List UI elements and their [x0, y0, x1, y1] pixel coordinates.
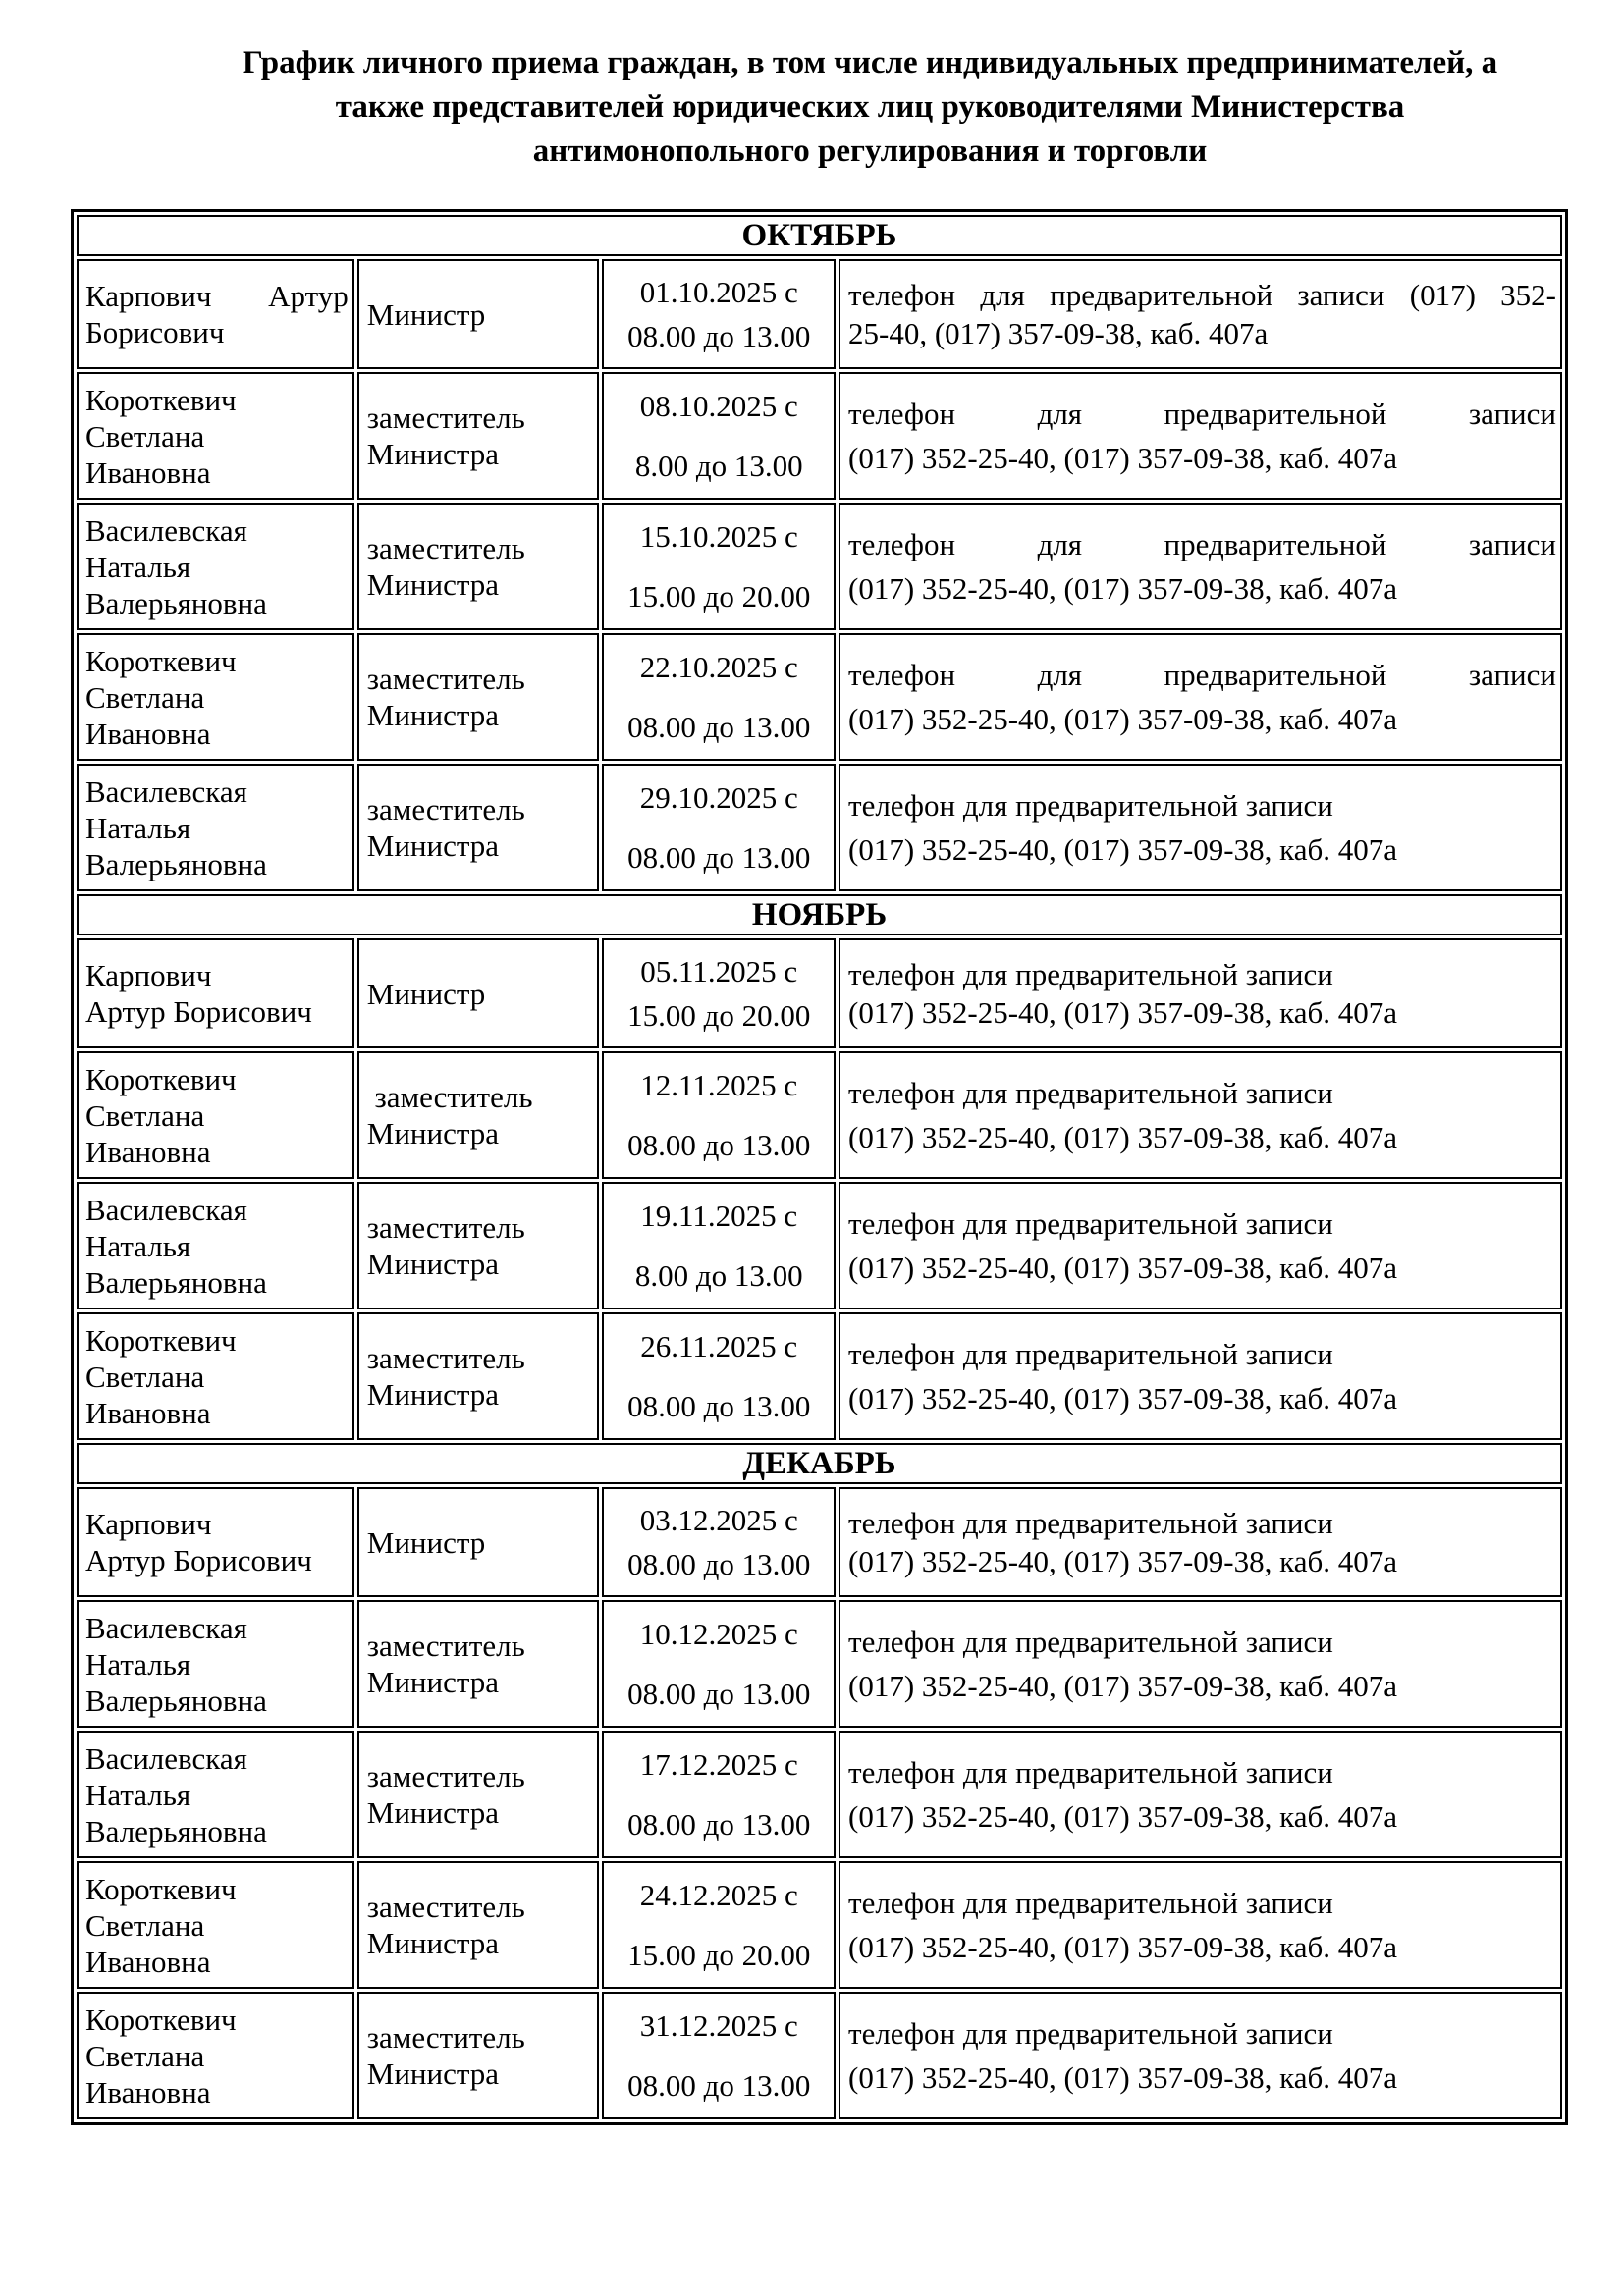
- table-row: [77, 1312, 1562, 1440]
- person-name: Короткевич: [85, 643, 237, 678]
- phone-cell: [839, 259, 1562, 369]
- phone-numbers: (017) 352-25-40, (017) 357-09-38, каб. 407а: [848, 995, 1397, 1030]
- position: Министра: [366, 1116, 500, 1150]
- phone-numbers: (017) 352-25-40, (017) 357-09-38, каб. 407а: [848, 2060, 1397, 2095]
- phone-note: телефон для предварительной записи: [848, 1206, 1333, 1241]
- position: заместитель: [366, 1080, 533, 1114]
- datetime-cell: [602, 1600, 836, 1728]
- reception-time: 08.00 до 13.00: [627, 710, 811, 744]
- phone-cell: [839, 633, 1562, 761]
- person-name: Артур Борисович: [85, 994, 312, 1029]
- reception-date: 31.12.2025 с: [639, 2008, 798, 2043]
- person-name-cell: [77, 764, 354, 891]
- person-name: Валерьяновна: [85, 1264, 267, 1300]
- reception-time: 08.00 до 13.00: [627, 840, 811, 875]
- person-name: Светлана: [85, 1359, 205, 1394]
- person-name: Василевская: [85, 512, 247, 548]
- person-name: Валерьяновна: [85, 846, 267, 881]
- person-name: Ивановна: [85, 716, 211, 751]
- position: заместитель: [366, 2020, 525, 2055]
- person-name-cell: [77, 1487, 354, 1597]
- person-name: Валерьяновна: [85, 1682, 267, 1718]
- phone-note: телефон для предварительной записи: [848, 1506, 1333, 1540]
- phone-note: телефон для предварительной записи: [848, 527, 1556, 561]
- phone-cell: [839, 1731, 1562, 1858]
- position: Министра: [366, 1377, 500, 1412]
- position: Министра: [366, 1926, 500, 1960]
- position: заместитель: [366, 1341, 525, 1375]
- position: заместитель: [366, 531, 525, 565]
- month-header-row-november: [77, 894, 1562, 935]
- table-row: [77, 503, 1562, 630]
- phone-note: телефон для предварительной записи: [848, 957, 1333, 991]
- month-header-row-october: [77, 215, 1562, 256]
- reception-date: 26.11.2025 с: [640, 1329, 798, 1363]
- table-row: [77, 1992, 1562, 2119]
- reception-time: 8.00 до 13.00: [634, 1258, 803, 1293]
- person-name-cell: [77, 1731, 354, 1858]
- month-header-december: ДЕКАБРЬ: [77, 1443, 1562, 1484]
- reception-time: 15.00 до 20.00: [627, 579, 811, 614]
- person-name: Наталья: [85, 549, 191, 584]
- position: Министр: [366, 976, 486, 1011]
- title-line-3: антимонопольного регулирования и торговли: [532, 133, 1208, 169]
- person-name: Василевская: [85, 1610, 247, 1645]
- person-name: Ивановна: [85, 1134, 211, 1169]
- reception-time: 08.00 до 13.00: [627, 1677, 811, 1711]
- position: заместитель: [366, 662, 525, 696]
- position-cell: [357, 1051, 600, 1179]
- datetime-cell: [602, 1487, 836, 1597]
- reception-time: 08.00 до 13.00: [627, 2068, 811, 2103]
- person-name: Наталья: [85, 1777, 191, 1812]
- table-row: [77, 764, 1562, 891]
- person-name: Наталья: [85, 810, 191, 845]
- position: заместитель: [366, 1759, 525, 1793]
- position: Министра: [366, 698, 500, 732]
- person-name: Ивановна: [85, 454, 211, 490]
- position: Министра: [366, 828, 500, 863]
- phone-numbers: (017) 352-25-40, (017) 357-09-38, каб. 407а: [848, 832, 1397, 867]
- reception-time: 08.00 до 13.00: [627, 1807, 811, 1842]
- reception-schedule-table: [71, 209, 1568, 2125]
- datetime-cell: [602, 633, 836, 761]
- person-name: Карпович: [85, 958, 212, 992]
- person-name: Артур Борисович: [85, 1543, 312, 1577]
- person-name: Короткевич: [85, 382, 237, 417]
- position: Министра: [366, 2056, 500, 2091]
- phone-note: телефон для предварительной записи: [848, 2016, 1333, 2051]
- person-name: Светлана: [85, 1907, 205, 1943]
- reception-date: 12.11.2025 с: [640, 1068, 798, 1102]
- phone-numbers: (017) 352-25-40, (017) 357-09-38, каб. 407а: [848, 1381, 1397, 1415]
- document-title: [145, 41, 1595, 174]
- position: Министра: [366, 1247, 500, 1281]
- position-cell: [357, 372, 600, 500]
- phone-numbers: (017) 352-25-40, (017) 357-09-38, каб. 407а: [848, 1799, 1397, 1834]
- reception-time: 08.00 до 13.00: [627, 1547, 811, 1581]
- datetime-cell: [602, 1731, 836, 1858]
- table-row: [77, 259, 1562, 369]
- reception-date: 22.10.2025 с: [639, 650, 798, 684]
- table-row: [77, 1051, 1562, 1179]
- phone-note: телефон для предварительной записи: [848, 1625, 1333, 1659]
- position-cell: [357, 1182, 600, 1309]
- reception-date: 05.11.2025 с: [640, 954, 798, 988]
- person-name-cell: [77, 1312, 354, 1440]
- position: заместитель: [366, 1210, 525, 1245]
- phone-cell: [839, 1861, 1562, 1989]
- person-name-cell: [77, 503, 354, 630]
- person-name-cell: [77, 1051, 354, 1179]
- reception-date: 19.11.2025 с: [640, 1199, 798, 1233]
- phone-note: телефон для предварительной записи: [848, 397, 1556, 431]
- position-cell: [357, 633, 600, 761]
- month-header-october: ОКТЯБРЬ: [77, 215, 1562, 256]
- month-header-row-december: [77, 1443, 1562, 1484]
- phone-cell: [839, 503, 1562, 630]
- person-name-cell: [77, 1182, 354, 1309]
- phone-cell: [839, 1600, 1562, 1728]
- position-cell: [357, 1992, 600, 2119]
- position: Министра: [366, 437, 500, 471]
- phone-numbers: (017) 352-25-40, (017) 357-09-38, каб. 407а: [848, 702, 1397, 736]
- datetime-cell: [602, 1182, 836, 1309]
- reception-time: 8.00 до 13.00: [634, 449, 803, 483]
- person-name: Василевская: [85, 1192, 247, 1227]
- position-cell: [357, 503, 600, 630]
- table-row: [77, 1487, 1562, 1597]
- position-cell: [357, 764, 600, 891]
- person-name: Светлана: [85, 418, 205, 454]
- person-name: Светлана: [85, 1097, 205, 1133]
- datetime-cell: [602, 1861, 836, 1989]
- person-name: Борисович: [85, 315, 225, 349]
- person-name: Ивановна: [85, 2074, 211, 2109]
- table-row: [77, 1861, 1562, 1989]
- phone-note: телефон для предварительной записи: [848, 658, 1556, 692]
- reception-date: 10.12.2025 с: [639, 1617, 798, 1651]
- table-row: [77, 633, 1562, 761]
- reception-date: 17.12.2025 с: [639, 1747, 798, 1782]
- datetime-cell: [602, 372, 836, 500]
- position: заместитель: [366, 1890, 525, 1924]
- person-name: Валерьяновна: [85, 585, 267, 620]
- person-name-cell: [77, 1992, 354, 2119]
- table-row: [77, 372, 1562, 500]
- person-name: Короткевич: [85, 2002, 237, 2037]
- position: заместитель: [366, 400, 525, 435]
- position-cell: [357, 1731, 600, 1858]
- person-name-cell: [77, 372, 354, 500]
- person-name: Ивановна: [85, 1944, 211, 1979]
- position-cell: [357, 1487, 600, 1597]
- person-name: Короткевич: [85, 1061, 237, 1096]
- phone-note: телефон для предварительной записи (017) 352-: [848, 278, 1556, 312]
- phone-note: телефон для предварительной записи: [848, 1886, 1333, 1920]
- position: Министр: [366, 1524, 486, 1560]
- person-name-cell: [77, 633, 354, 761]
- phone-numbers: (017) 352-25-40, (017) 357-09-38, каб. 407а: [848, 1544, 1397, 1578]
- phone-numbers: (017) 352-25-40, (017) 357-09-38, каб. 407а: [848, 441, 1397, 475]
- position: заместитель: [366, 792, 525, 827]
- person-name: Светлана: [85, 2038, 205, 2073]
- position-cell: [357, 1312, 600, 1440]
- phone-note: телефон для предварительной записи: [848, 1755, 1333, 1789]
- title-line-2: также представителей юридических лиц руководителями Министерства: [335, 89, 1405, 125]
- person-name: Ивановна: [85, 1395, 211, 1430]
- person-name-cell: [77, 259, 354, 369]
- phone-note: телефон для предварительной записи: [848, 1337, 1333, 1371]
- person-name: Карпович Артур: [85, 279, 349, 313]
- phone-numbers: (017) 352-25-40, (017) 357-09-38, каб. 407а: [848, 1930, 1397, 1964]
- person-name: Наталья: [85, 1646, 191, 1682]
- phone-numbers: 25-40, (017) 357-09-38, каб. 407а: [848, 316, 1269, 350]
- phone-note: телефон для предварительной записи: [848, 1076, 1333, 1110]
- phone-cell: [839, 938, 1562, 1048]
- position: Министр: [366, 296, 486, 332]
- phone-cell: [839, 1487, 1562, 1597]
- phone-cell: [839, 764, 1562, 891]
- reception-date: 03.12.2025 с: [639, 1503, 798, 1537]
- reception-time: 08.00 до 13.00: [627, 1389, 811, 1423]
- person-name: Василевская: [85, 1740, 247, 1776]
- reception-time: 15.00 до 20.00: [627, 998, 811, 1033]
- datetime-cell: [602, 938, 836, 1048]
- phone-numbers: (017) 352-25-40, (017) 357-09-38, каб. 407а: [848, 1120, 1397, 1154]
- position-cell: [357, 1600, 600, 1728]
- table-row: [77, 938, 1562, 1048]
- person-name: Василевская: [85, 774, 247, 809]
- datetime-cell: [602, 1051, 836, 1179]
- phone-cell: [839, 1992, 1562, 2119]
- datetime-cell: [602, 503, 836, 630]
- datetime-cell: [602, 1312, 836, 1440]
- position: Министра: [366, 1665, 500, 1699]
- phone-numbers: (017) 352-25-40, (017) 357-09-38, каб. 407а: [848, 1251, 1397, 1285]
- datetime-cell: [602, 764, 836, 891]
- position-cell: [357, 938, 600, 1048]
- person-name: Карпович: [85, 1507, 212, 1541]
- person-name-cell: [77, 1600, 354, 1728]
- phone-cell: [839, 1182, 1562, 1309]
- phone-note: телефон для предварительной записи: [848, 788, 1333, 823]
- reception-date: 29.10.2025 с: [639, 780, 798, 815]
- month-header-november: НОЯБРЬ: [77, 894, 1562, 935]
- reception-time: 08.00 до 13.00: [627, 1128, 811, 1162]
- title-line-1: График личного приема граждан, в том числе индивидуальных предпринимателей, а: [242, 45, 1498, 80]
- reception-date: 24.12.2025 с: [639, 1878, 798, 1912]
- person-name: Светлана: [85, 679, 205, 715]
- person-name: Валерьяновна: [85, 1813, 267, 1848]
- reception-time: 15.00 до 20.00: [627, 1938, 811, 1972]
- reception-date: 01.10.2025 с: [639, 275, 798, 309]
- datetime-cell: [602, 1992, 836, 2119]
- reception-time: 08.00 до 13.00: [627, 319, 811, 353]
- phone-cell: [839, 1312, 1562, 1440]
- table-row: [77, 1182, 1562, 1309]
- person-name: Короткевич: [85, 1871, 237, 1906]
- phone-numbers: (017) 352-25-40, (017) 357-09-38, каб. 407а: [848, 571, 1397, 606]
- phone-cell: [839, 1051, 1562, 1179]
- datetime-cell: [602, 259, 836, 369]
- position: заместитель: [366, 1629, 525, 1663]
- phone-numbers: (017) 352-25-40, (017) 357-09-38, каб. 407а: [848, 1669, 1397, 1703]
- position-cell: [357, 259, 600, 369]
- table-row: [77, 1600, 1562, 1728]
- person-name: Короткевич: [85, 1322, 237, 1358]
- reception-date: 08.10.2025 с: [639, 389, 798, 423]
- person-name-cell: [77, 938, 354, 1048]
- reception-date: 15.10.2025 с: [639, 519, 798, 554]
- phone-cell: [839, 372, 1562, 500]
- position: Министра: [366, 1795, 500, 1830]
- table-row: [77, 1731, 1562, 1858]
- position-cell: [357, 1861, 600, 1989]
- position: Министра: [366, 567, 500, 602]
- person-name-cell: [77, 1861, 354, 1989]
- person-name: Наталья: [85, 1228, 191, 1263]
